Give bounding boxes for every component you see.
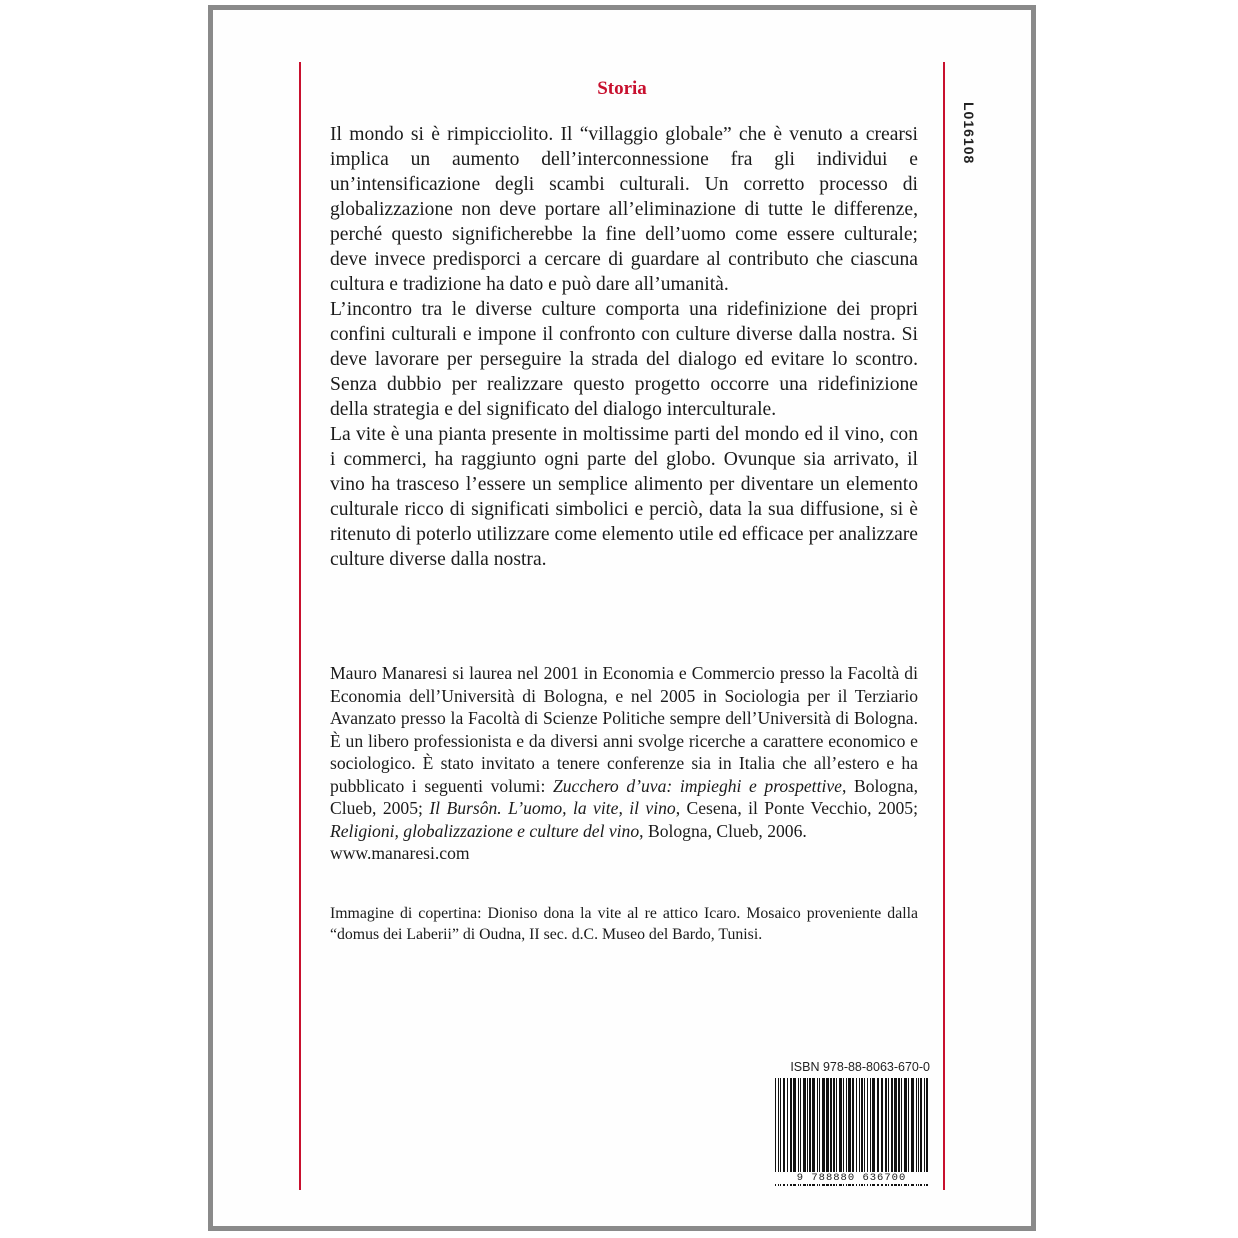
barcode-bar xyxy=(864,1078,865,1186)
barcode-bar xyxy=(819,1078,820,1186)
barcode-bar xyxy=(918,1078,919,1186)
isbn-label: ISBN 978-88-8063-670-0 xyxy=(790,1060,930,1074)
barcode-bar xyxy=(793,1078,796,1186)
barcode-bar xyxy=(898,1078,900,1186)
book-publisher: , Bologna, Clueb, 2006. xyxy=(639,820,807,841)
blurb-paragraph: Il mondo si è rimpicciolito. Il “villaggio globale” che è venuto a crearsi implica un aumento dell’interconnessione fra gli individui e un’intensificazione degli scambi culturali. Un corretto processo di globalizzazione non deve portare all’eliminazione di tutte le differenze, perché questo significherebbe la fine dell’uomo come essere culturale; deve invece predisporci a cercare di guardare al contributo che ciascuna cultura e tradizione ha dato e può dare all’umanità. xyxy=(330,124,918,295)
barcode-bar xyxy=(901,1078,902,1186)
book-title: Il Bursôn. L’uomo, la vite, il vino xyxy=(429,798,676,818)
barcode-bar xyxy=(856,1078,857,1186)
barcode-bar xyxy=(826,1078,829,1186)
barcode-bar xyxy=(870,1078,871,1186)
barcode-bar xyxy=(790,1078,792,1186)
book-publisher: , Cesena, il Ponte Vecchio, 2005; xyxy=(675,798,918,818)
book-back-cover xyxy=(208,5,1036,1231)
barcode-bar xyxy=(888,1078,889,1186)
book-title: Religioni, globalizzazione e culture del vino xyxy=(330,820,640,841)
barcode-bar xyxy=(852,1078,854,1186)
book-title: Zucchero d’uva: impieghi e prospettive xyxy=(552,775,842,796)
barcode-bar xyxy=(830,1078,832,1186)
barcode-bar xyxy=(846,1078,847,1186)
barcode-bar xyxy=(867,1078,868,1186)
blurb xyxy=(330,122,918,572)
barcode-bar xyxy=(894,1078,897,1186)
barcode-bar xyxy=(836,1078,837,1186)
barcode xyxy=(773,1078,930,1186)
barcode-bar xyxy=(778,1078,779,1186)
barcode-bar xyxy=(800,1078,801,1186)
barcode-bar xyxy=(817,1078,818,1186)
barcode-bar xyxy=(780,1078,781,1186)
barcode-bar xyxy=(920,1078,922,1186)
left-red-rule xyxy=(299,62,301,1190)
bio-text: Mauro Manaresi si laurea nel 2001 in Economia e Commercio presso la Facoltà di Economia dell’Università di Bologna, e nel 2005 in Sociologia per il Terziario Avanzato presso la Facoltà di Scienze Politiche sempre dell’Università di Bologna. È un libero professionista e da diversi anni svolge ricerche a carattere economico e sociologico. È stato invitato a tenere conferenze sia in Italia che all’estero e ha pubblicato i seguenti volumi: xyxy=(330,663,918,796)
barcode-bar xyxy=(904,1078,907,1186)
barcode-bar xyxy=(872,1078,875,1186)
side-code: L016108 xyxy=(961,102,977,165)
barcode-bar xyxy=(859,1078,860,1186)
barcode-bar xyxy=(843,1078,844,1186)
barcode-bar xyxy=(839,1078,842,1186)
book-publisher: , Bologna, Clueb, 2005; xyxy=(330,775,918,818)
blurb-paragraph: L’incontro tra le diverse culture comporta una ridefinizione dei propri confini culturali e impone il confronto con culture diverse dalla nostra. Si deve lavorare per perseguire la strada del dialogo ed evitare lo scontro. Senza dubbio per realizzare questo progetto occorre una ridefinizione della strategia e del significato del dialogo interculturale. xyxy=(330,299,918,420)
barcode-bar xyxy=(881,1078,883,1186)
barcode-bar xyxy=(861,1078,863,1186)
barcode-bar xyxy=(803,1078,806,1186)
barcode-bar xyxy=(812,1078,815,1186)
barcode-bar xyxy=(911,1078,914,1186)
barcode-bar xyxy=(783,1078,785,1186)
barcode-bar xyxy=(822,1078,825,1186)
blurb-paragraph: La vite è una pianta presente in moltissime parti del mondo ed il vino, con i commerci, ha raggiunto ogni parte del globo. Ovunque sia arrivato, il vino ha trasceso l’essere un semplice alimento per diventare un elemento culturale ricco di significati simbolici e perciò, data la sua diffusione, si è ritenuto di poterlo utilizzare come elemento utile ed efficace per analizzare culture diverse dalla nostra. xyxy=(330,424,918,570)
barcode-bar xyxy=(877,1078,879,1186)
barcode-bar xyxy=(809,1078,811,1186)
barcode-bar xyxy=(775,1078,776,1186)
barcode-bar xyxy=(848,1078,851,1186)
barcode-bar xyxy=(908,1078,909,1186)
barcode-bar xyxy=(885,1078,887,1186)
author-website: www.manaresi.com xyxy=(330,843,470,863)
author-bio xyxy=(330,662,918,865)
barcode-bar xyxy=(807,1078,808,1186)
barcode-bar xyxy=(916,1078,917,1186)
cover-image-credit: Immagine di copertina: Dioniso dona la vite al re attico Icaro. Mosaico proveniente dalla “domus dei Laberii” di Oudna, II sec. d.C. Museo del Bardo, Tunisi. xyxy=(330,905,918,943)
barcode-bar xyxy=(833,1078,835,1186)
barcode-bar xyxy=(798,1078,799,1186)
barcode-bar xyxy=(924,1078,925,1186)
barcode-bar xyxy=(891,1078,893,1186)
barcode-digits: 9 788880 636700 xyxy=(773,1172,930,1184)
barcode-bar xyxy=(926,1078,928,1186)
series-title: Storia xyxy=(597,78,647,99)
right-red-rule xyxy=(943,62,945,1190)
barcode-bar xyxy=(787,1078,788,1186)
